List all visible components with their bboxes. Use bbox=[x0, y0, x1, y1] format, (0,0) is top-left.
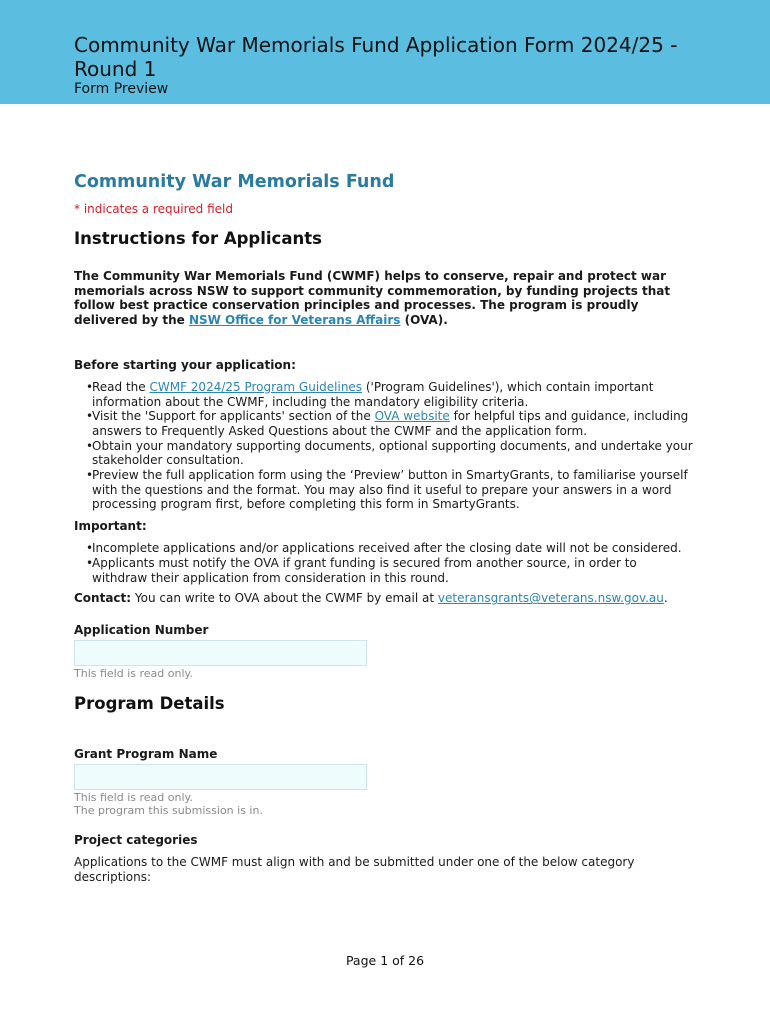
list-item bbox=[86, 541, 694, 556]
list-item-text: Visit the 'Support for applicants' section of the bbox=[92, 409, 375, 424]
grant-program-name-field[interactable] bbox=[74, 764, 367, 790]
contact-label: Contact: bbox=[74, 591, 132, 606]
section-title: Community War Memorials Fund bbox=[74, 172, 395, 192]
list-item-text: Applicants must notify the OVA if grant funding is secured from another source, in order to withdraw their application from consideration in this round. bbox=[92, 555, 637, 585]
ova-website-link[interactable]: OVA website bbox=[374, 409, 450, 424]
grant-program-name-label: Grant Program Name bbox=[74, 746, 218, 761]
contact-email-link[interactable]: veteransgrants@veterans.nsw.gov.au bbox=[437, 591, 664, 606]
bullet-icon: • bbox=[86, 541, 94, 556]
list-item-text: ('Program Guidelines'), which contain important information about the CWMF, including the mandatory eligibility criteria. bbox=[92, 379, 654, 409]
important-list bbox=[74, 541, 694, 585]
list-item-text: Incomplete applications and/or applications received after the closing date will not be considered. bbox=[92, 541, 682, 556]
list-item bbox=[86, 468, 694, 512]
page-number: Page 1 of 26 bbox=[345, 953, 425, 968]
program-guidelines-link[interactable]: CWMF 2024/25 Program Guidelines bbox=[149, 379, 363, 394]
form-content bbox=[74, 170, 694, 884]
bullet-icon: • bbox=[86, 468, 94, 483]
bullet-icon: • bbox=[86, 379, 94, 394]
list-item-text: Read the bbox=[92, 379, 150, 394]
header-banner bbox=[0, 0, 770, 104]
bullet-icon: • bbox=[86, 555, 94, 570]
list-item bbox=[86, 379, 694, 409]
required-field-note: * indicates a required field bbox=[74, 202, 233, 216]
application-number-field[interactable] bbox=[74, 640, 367, 666]
bullet-icon: • bbox=[86, 438, 94, 453]
project-categories-text: Applications to the CWMF must align with and be submitted under one of the below category descriptions: bbox=[74, 854, 635, 884]
instructions-heading: Instructions for Applicants bbox=[74, 229, 322, 248]
project-categories-label: Project categories bbox=[74, 832, 198, 847]
read-only-note: This field is read only. bbox=[74, 790, 193, 804]
before-starting-heading: Before starting your application: bbox=[74, 357, 296, 372]
contact-text: You can write to OVA about the CWMF by email at bbox=[131, 591, 438, 606]
list-item-text: Preview the full application form using the ‘Preview’ button in SmartyGrants, to familiarise yourself with the questions and the format. You may also find it useful to prepare your answers in a word processing program first, before completing this form in SmartyGrants. bbox=[92, 468, 688, 512]
grant-program-help-text: The program this submission is in. bbox=[74, 803, 263, 817]
list-item bbox=[86, 409, 694, 438]
contact-paragraph bbox=[74, 591, 694, 606]
list-item bbox=[86, 555, 694, 585]
intro-text: The Community War Memorials Fund (CWMF) helps to conserve, repair and protect war memorials across NSW to support community commemoration, by funding projects that follow best practice conservation principles and processes. The program is proudly delivered by the bbox=[74, 269, 671, 328]
contact-text-end: . bbox=[663, 591, 668, 606]
list-item-text: for helpful tips and guidance, including answers to Frequently Asked Questions about the CWMF and the application form. bbox=[92, 409, 689, 438]
form-title: Community War Memorials Fund Application Form 2024/25 - Round 1 bbox=[74, 33, 678, 81]
bullet-icon: • bbox=[86, 409, 94, 424]
list-item-text: Obtain your mandatory supporting documents, optional supporting documents, and undertake your stakeholder consultation. bbox=[92, 438, 693, 468]
form-preview-label: Form Preview bbox=[74, 81, 169, 97]
before-starting-list bbox=[74, 380, 694, 512]
read-only-note: This field is read only. bbox=[74, 666, 193, 680]
list-item bbox=[86, 438, 694, 468]
intro-paragraph bbox=[74, 269, 694, 328]
ova-link[interactable]: NSW Office for Veterans Affairs bbox=[188, 313, 401, 328]
important-heading: Important: bbox=[74, 519, 147, 534]
intro-text-end: (OVA). bbox=[400, 313, 448, 328]
application-number-label: Application Number bbox=[74, 622, 209, 637]
program-details-heading: Program Details bbox=[74, 693, 225, 713]
